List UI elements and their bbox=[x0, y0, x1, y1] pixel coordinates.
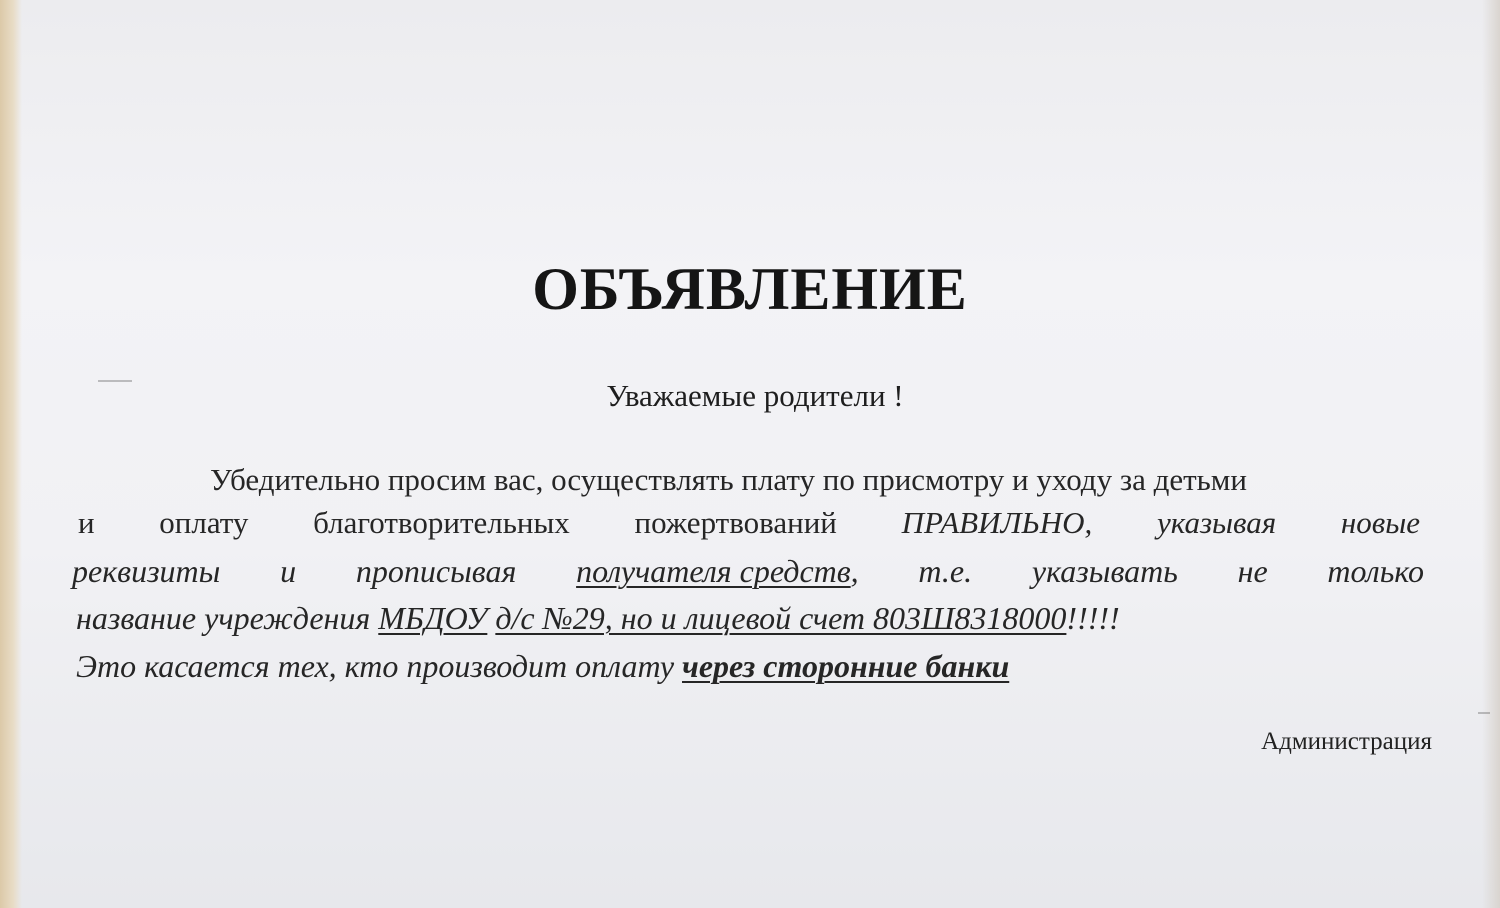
body-word: и bbox=[280, 553, 297, 589]
body-word: только bbox=[1327, 553, 1424, 589]
exclamation-marks: !!!!! bbox=[1066, 600, 1120, 636]
body-text: Это касается тех, кто производит оплату bbox=[76, 648, 683, 684]
body-punct: , bbox=[850, 553, 859, 589]
organization-name: МБДОУ bbox=[378, 600, 488, 636]
body-word: новые bbox=[1340, 505, 1420, 540]
third-party-banks-emphasis: через сторонние банки bbox=[682, 648, 1010, 684]
body-word: указывать bbox=[1031, 553, 1178, 589]
account-details: д/с №29, но и лицевой счет 803Ш8318000 bbox=[495, 600, 1067, 636]
signature-administration: Администрация bbox=[1261, 728, 1432, 755]
emphasis-correctly: ПРАВИЛЬНО, bbox=[901, 505, 1093, 540]
body-line-1: Убедительно просим вас, осуществлять плату по присмотру и уходу за детьми bbox=[210, 462, 1248, 497]
body-word: реквизиты bbox=[72, 553, 221, 589]
body-word: указывая bbox=[1156, 505, 1277, 540]
body-line-4 bbox=[76, 600, 1120, 637]
body-word: благотворительных bbox=[313, 505, 570, 540]
print-mark bbox=[1478, 712, 1490, 714]
notice-greeting: Уважаемые родители ! bbox=[606, 378, 904, 413]
body-line-5 bbox=[76, 648, 1009, 685]
body-word: оплату bbox=[159, 505, 249, 540]
body-word: и bbox=[78, 505, 95, 540]
body-word: прописывая bbox=[355, 553, 517, 589]
paper-shadow-edge bbox=[1482, 0, 1500, 908]
body-line-2 bbox=[78, 505, 1420, 541]
body-word: не bbox=[1237, 553, 1268, 589]
recipient-phrase: получателя средств bbox=[576, 553, 851, 589]
body-line-3 bbox=[72, 553, 1424, 590]
body-word: т.е. bbox=[918, 553, 973, 589]
notice-title: ОБЪЯВЛЕНИЕ bbox=[532, 256, 968, 322]
desk-edge bbox=[0, 0, 22, 908]
body-text: название учреждения bbox=[76, 600, 379, 636]
body-word: пожертвований bbox=[634, 505, 837, 540]
